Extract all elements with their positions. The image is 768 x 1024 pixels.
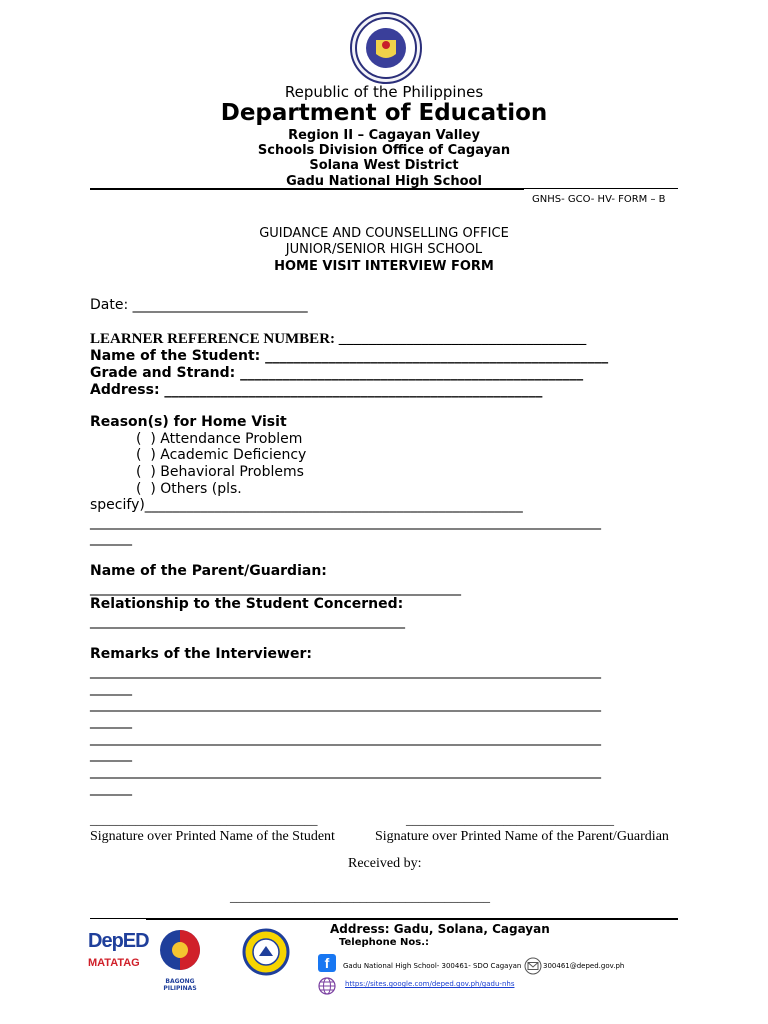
deped-wordmark: DepED <box>88 930 149 952</box>
level-title: JUNIOR/SENIOR HIGH SCHOOL <box>285 242 483 257</box>
relationship-line[interactable]: _____________________________________________ <box>90 613 405 629</box>
form-code: GNHS- GCO- HV- FORM – B <box>532 194 666 205</box>
office-title: GUIDANCE AND COUNSELLING OFFICE <box>259 226 509 241</box>
region-text: Region II – Cagayan Valley <box>288 128 480 143</box>
remarks-line[interactable]: _________________________________________________________________________ <box>90 696 601 712</box>
student-signature-caption: Signature over Printed Name of the Student <box>90 829 335 844</box>
remarks-line-short: ______ <box>90 713 132 729</box>
received-by-line[interactable]: ________________________________________ <box>230 889 490 904</box>
remarks-line[interactable]: _________________________________________________________________________ <box>90 763 601 779</box>
reason-option-behavioral[interactable]: ( ) Behavioral Problems <box>136 464 304 480</box>
header-rule <box>90 188 524 190</box>
remarks-line-short: ______ <box>90 746 132 762</box>
school-name: Gadu National High School <box>286 174 482 189</box>
others-specify-line-short: ______ <box>90 530 132 546</box>
facebook-icon[interactable]: f <box>318 954 336 972</box>
student-signature-line[interactable]: ___________________________________ <box>90 812 318 827</box>
student-name-field[interactable]: Name of the Student: _________________________________________________ <box>90 348 609 364</box>
address-field[interactable]: Address: ______________________________________________________ <box>90 382 543 398</box>
remarks-line[interactable]: _________________________________________________________________________ <box>90 663 601 679</box>
department-title: Department of Education <box>220 100 548 126</box>
globe-icon[interactable] <box>318 977 336 999</box>
relationship-label: Relationship to the Student Concerned: <box>90 596 404 612</box>
deped-logo <box>88 930 150 969</box>
bagong-pilipinas-logo <box>150 926 210 992</box>
date-field[interactable]: Date: _________________________ <box>90 297 308 313</box>
matatag-wordmark: MATATAG <box>88 957 140 969</box>
remarks-line-short: ______ <box>90 680 132 696</box>
remarks-line-short: ______ <box>90 780 132 796</box>
division-text: Schools Division Office of Cagayan <box>257 143 511 158</box>
remarks-line[interactable]: _________________________________________________________________________ <box>90 730 601 746</box>
lrn-field[interactable]: LEARNER REFERENCE NUMBER: _________________________________ <box>90 331 587 347</box>
district-text: Solana West District <box>309 158 459 173</box>
header-rule-right <box>524 188 678 189</box>
website-link[interactable]: https://sites.google.com/deped.gov.ph/gadu-nhs <box>345 980 515 988</box>
bagong-pilipinas-text: BAGONG PILIPINAS <box>163 978 197 992</box>
email-icon[interactable] <box>524 957 542 979</box>
others-specify-field[interactable]: specify)______________________________________________________ <box>90 497 523 513</box>
parent-signature-line[interactable]: ________________________________ <box>406 812 614 827</box>
grade-strand-field[interactable]: Grade and Strand: _________________________________________________ <box>90 365 584 381</box>
footer-telephone: Telephone Nos.: <box>339 937 430 948</box>
reasons-heading: Reason(s) for Home Visit <box>90 414 287 430</box>
parent-name-label: Name of the Parent/Guardian: <box>90 563 327 579</box>
footer-address: Address: Gadu, Solana, Cagayan <box>330 922 550 936</box>
reason-option-attendance[interactable]: ( ) Attendance Problem <box>136 431 303 447</box>
reason-option-others[interactable]: ( ) Others (pls. <box>136 481 242 497</box>
form-title: HOME VISIT INTERVIEW FORM <box>274 259 494 274</box>
republic-title: Republic of the Philippines <box>284 83 484 101</box>
received-by-label: Received by: <box>348 856 422 871</box>
footer-rule-left <box>90 918 146 919</box>
parent-name-line[interactable]: _____________________________________________________ <box>90 580 461 596</box>
deped-seal-logo <box>350 12 422 84</box>
remarks-label: Remarks of the Interviewer: <box>90 646 312 662</box>
others-specify-line[interactable]: _________________________________________________________________________ <box>90 514 601 530</box>
footer-rule <box>146 918 678 920</box>
school-seal-logo <box>242 928 290 980</box>
facebook-page-text[interactable]: Gadu National High School- 300461- SDO Cagayan <box>343 962 522 970</box>
parent-signature-caption: Signature over Printed Name of the Parent/Guardian <box>375 829 669 844</box>
reason-option-academic[interactable]: ( ) Academic Deficiency <box>136 447 307 463</box>
email-text[interactable]: 300461@deped.gov.ph <box>543 962 625 970</box>
